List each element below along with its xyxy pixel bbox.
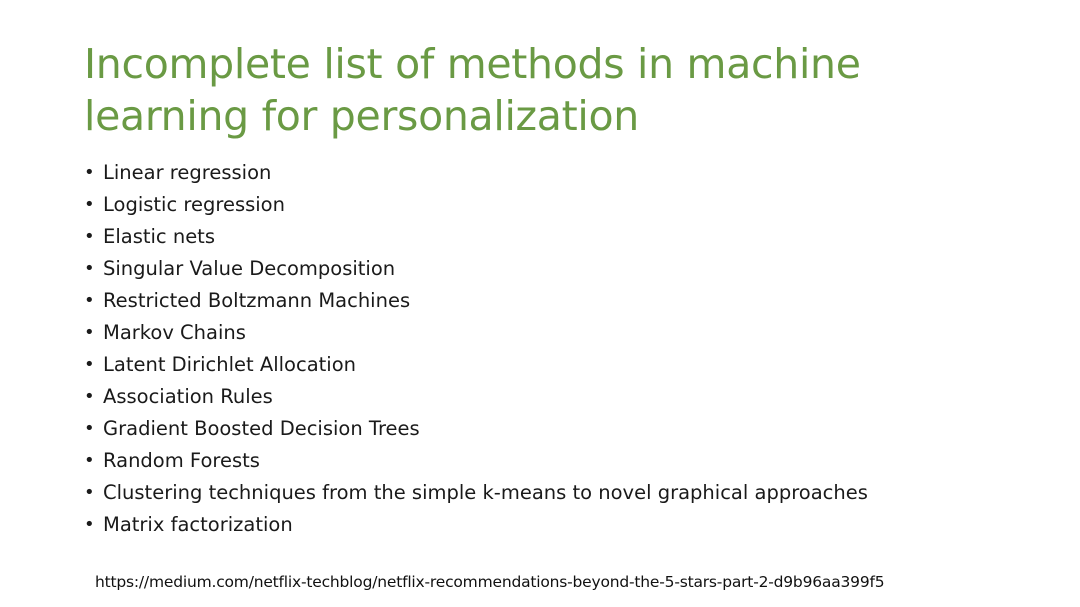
list-item-label: Association Rules — [103, 385, 273, 408]
list-item — [84, 317, 868, 349]
list-item-label: Clustering techniques from the simple k-means to novel graphical approaches — [103, 481, 868, 504]
list-item — [84, 413, 868, 445]
list-item — [84, 381, 868, 413]
list-item-label: Matrix factorization — [103, 513, 293, 536]
list-item-label: Restricted Boltzmann Machines — [103, 289, 411, 312]
list-item-label: Random Forests — [103, 449, 260, 472]
bullet-dot-icon: • — [84, 322, 95, 343]
list-item — [84, 157, 868, 189]
list-item — [84, 349, 868, 381]
bullet-dot-icon: • — [84, 450, 95, 471]
methods-list — [84, 157, 868, 541]
list-item-label: Logistic regression — [103, 193, 285, 216]
title-line-2: learning for personalization — [84, 92, 639, 140]
list-item — [84, 221, 868, 253]
bullet-dot-icon: • — [84, 194, 95, 215]
list-item-label: Linear regression — [103, 161, 272, 184]
list-item — [84, 285, 868, 317]
list-item-label: Markov Chains — [103, 321, 246, 344]
list-item-label: Gradient Boosted Decision Trees — [103, 417, 420, 440]
bullet-dot-icon: • — [84, 258, 95, 279]
list-item — [84, 253, 868, 285]
bullet-dot-icon: • — [84, 514, 95, 535]
list-item-label: Singular Value Decomposition — [103, 257, 396, 280]
title-line-1: Incomplete list of methods in machine — [84, 40, 861, 88]
list-item-label: Elastic nets — [103, 225, 215, 248]
list-item-label: Latent Dirichlet Allocation — [103, 353, 356, 376]
bullet-dot-icon: • — [84, 418, 95, 439]
list-item — [84, 509, 868, 541]
list-item — [84, 477, 868, 509]
slide-title — [84, 38, 984, 142]
bullet-dot-icon: • — [84, 162, 95, 183]
bullet-dot-icon: • — [84, 290, 95, 311]
list-item — [84, 189, 868, 221]
bullet-dot-icon: • — [84, 354, 95, 375]
list-item — [84, 445, 868, 477]
bullet-dot-icon: • — [84, 386, 95, 407]
bullet-dot-icon: • — [84, 482, 95, 503]
source-url: https://medium.com/netflix-techblog/netflix-recommendations-beyond-the-5-stars-part-2-d9b96aa399f5 — [95, 573, 885, 591]
bullet-dot-icon: • — [84, 226, 95, 247]
